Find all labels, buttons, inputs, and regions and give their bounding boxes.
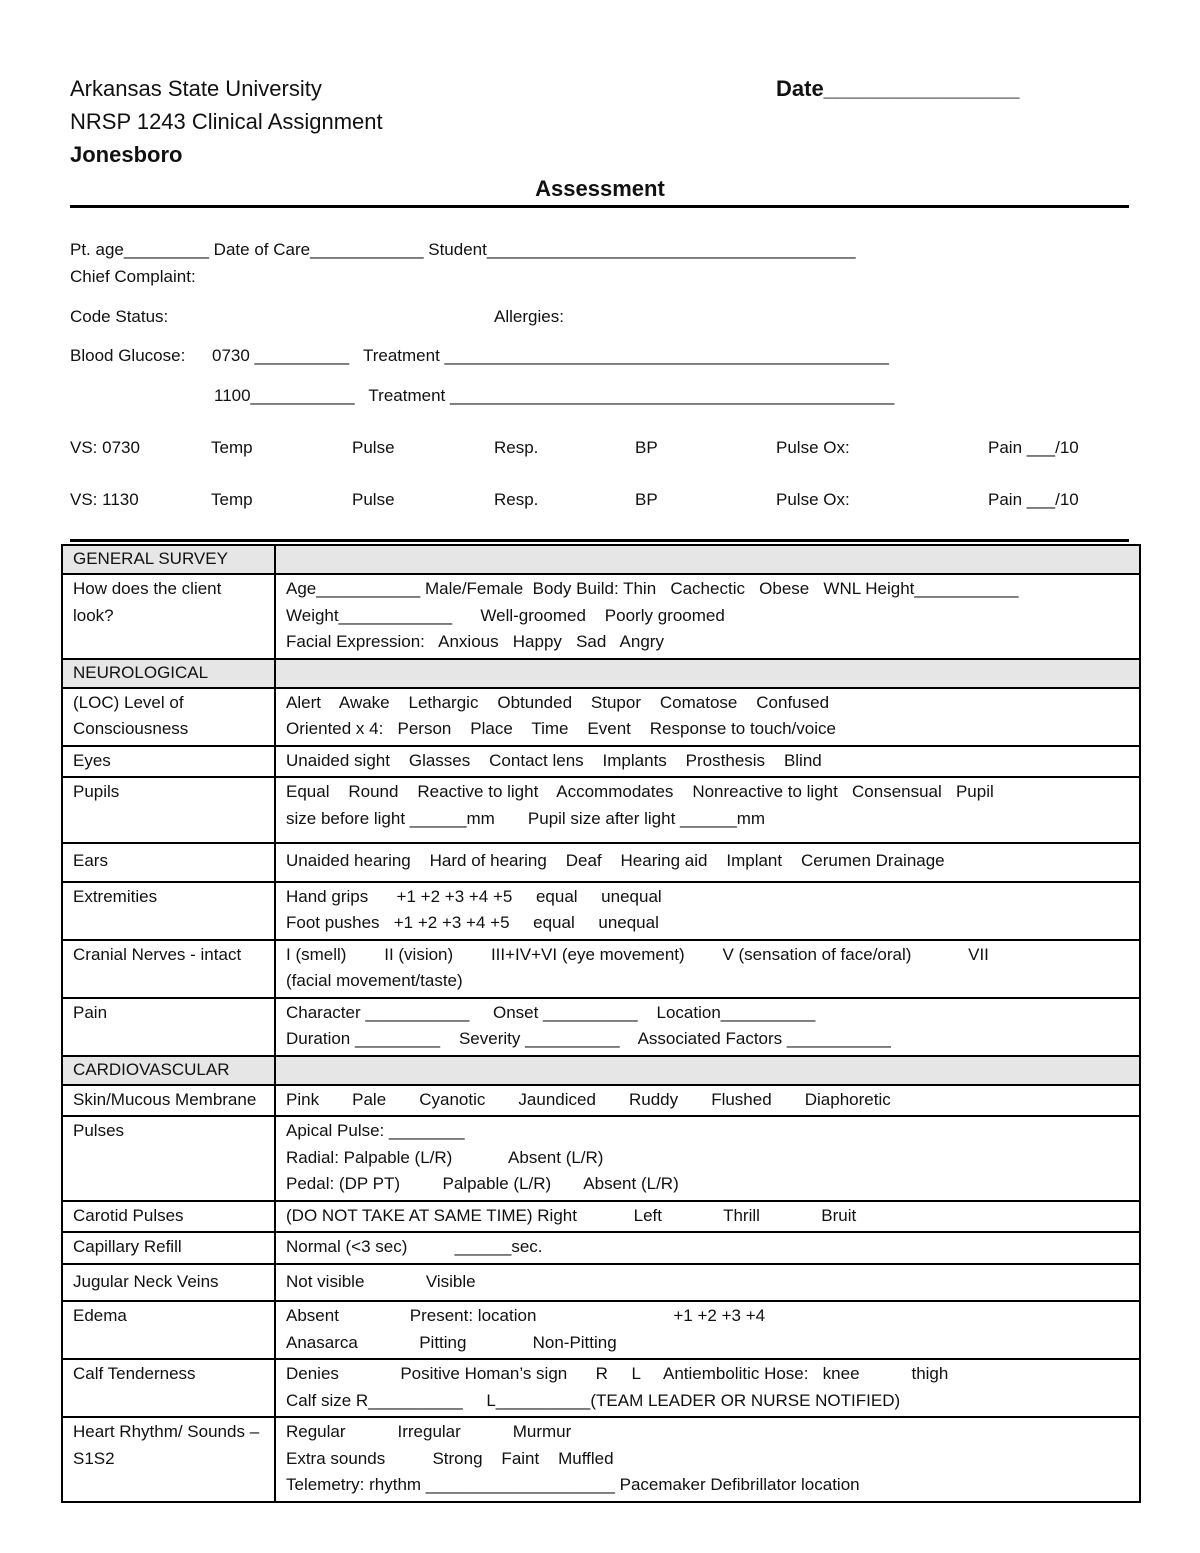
table-row — [62, 1264, 1140, 1302]
title-rule — [70, 205, 1129, 208]
assessment-table — [61, 544, 1141, 1503]
section-label: CARDIOVASCULAR — [62, 1056, 275, 1085]
option-line[interactable]: Unaided sight Glasses Contact lens Implants Prosthesis Blind — [286, 750, 822, 770]
option-line[interactable]: Radial: Palpable (L/R) Absent (L/R) — [286, 1147, 604, 1167]
section-spacer — [275, 545, 1140, 574]
allergies-label: Allergies: — [494, 307, 564, 326]
option-line[interactable]: Extra sounds Strong Faint Muffled — [286, 1448, 614, 1468]
row-options[interactable] — [275, 1417, 1140, 1502]
vitals-pain-field[interactable]: Pain ___/10 — [988, 490, 1079, 509]
vitals-time-label: VS: 1130 — [70, 490, 139, 509]
table-row — [62, 1417, 1140, 1502]
row-label: Pain — [62, 998, 275, 1056]
vitals-time-label: VS: 0730 — [70, 438, 140, 457]
table-row — [62, 688, 1140, 746]
table-row — [62, 882, 1140, 940]
vitals-pulse-label: Pulse — [352, 490, 395, 509]
row-options[interactable] — [275, 574, 1140, 659]
table-row — [62, 843, 1140, 882]
section-rule — [70, 539, 1129, 542]
vitals-pulse-ox-label: Pulse Ox: — [776, 438, 850, 457]
option-line[interactable]: Calf size R__________ L__________(TEAM LEADER OR NURSE NOTIFIED) — [286, 1390, 901, 1410]
row-label: Eyes — [62, 746, 275, 778]
row-label: Ears — [62, 843, 275, 882]
option-line[interactable]: Duration _________ Severity __________ Associated Factors ___________ — [286, 1029, 891, 1048]
option-line[interactable]: (DO NOT TAKE AT SAME TIME) Right Left Thrill Bruit — [286, 1205, 857, 1225]
option-line[interactable]: Foot pushes +1 +2 +3 +4 +5 equal unequal — [286, 913, 659, 932]
blood-glucose-1100[interactable]: 1100___________ Treatment _______________________________________________ — [214, 386, 895, 405]
option-line[interactable]: Equal Round Reactive to light Accommodates Nonreactive to light Consensual Pupil — [286, 782, 994, 801]
vitals-pulse-ox-label: Pulse Ox: — [776, 490, 850, 509]
row-options[interactable] — [275, 1232, 1140, 1264]
row-options[interactable] — [275, 882, 1140, 940]
option-line[interactable]: Not visible Visible — [286, 1271, 476, 1291]
option-line[interactable]: size before light ______mm Pupil size after light ______mm — [286, 808, 766, 828]
row-label: Skin/Mucous Membrane — [62, 1085, 275, 1117]
date-field[interactable]: Date________________ — [776, 76, 1020, 101]
course-name: NRSP 1243 Clinical Assignment — [70, 109, 383, 134]
row-options[interactable] — [275, 777, 1140, 843]
row-label: Edema — [62, 1301, 275, 1359]
row-label: Pulses — [62, 1116, 275, 1201]
code-status-label: Code Status: — [70, 307, 169, 326]
page-title: Assessment — [535, 176, 665, 201]
row-label: Pupils — [62, 777, 275, 843]
row-options[interactable] — [275, 1116, 1140, 1201]
row-label: Extremities — [62, 882, 275, 940]
table-row — [62, 1232, 1140, 1264]
table-row — [62, 574, 1140, 659]
section-header-general-survey — [62, 545, 1140, 574]
option-line[interactable]: Denies Positive Homan’s sign R L Antiembolitic Hose: knee thigh — [286, 1364, 949, 1383]
table-row — [62, 1201, 1140, 1233]
row-options[interactable] — [275, 1359, 1140, 1417]
chief-complaint-label: Chief Complaint: — [70, 267, 196, 286]
table-row — [62, 746, 1140, 778]
option-line[interactable]: Telemetry: rhythm ____________________ Pacemaker Defibrillator location — [286, 1475, 860, 1494]
row-label: Cranial Nerves - intact — [62, 940, 275, 998]
row-options[interactable] — [275, 1085, 1140, 1117]
section-header-cardiovascular — [62, 1056, 1140, 1085]
option-line[interactable]: I (smell) II (vision) III+IV+VI (eye movement) V (sensation of face/oral) VII — [286, 944, 989, 964]
blood-glucose-0730[interactable]: 0730 __________ Treatment _______________________________________________ — [212, 346, 889, 365]
option-line[interactable]: Character ___________ Onset __________ Location__________ — [286, 1002, 816, 1022]
vitals-temp-label: Temp — [211, 438, 253, 457]
table-row — [62, 940, 1140, 998]
row-options[interactable] — [275, 688, 1140, 746]
option-line[interactable]: Unaided hearing Hard of hearing Deaf Hearing aid Implant Cerumen Drainage — [286, 851, 945, 870]
table-row — [62, 1116, 1140, 1201]
vitals-pain-field[interactable]: Pain ___/10 — [988, 438, 1079, 457]
section-label: GENERAL SURVEY — [62, 545, 275, 574]
patient-info-row[interactable]: Pt. age_________ Date of Care____________ Student_______________________________________ — [70, 240, 856, 259]
option-line[interactable]: Pink Pale Cyanotic Jaundiced Ruddy Flushed Diaphoretic — [286, 1089, 891, 1109]
vitals-temp-label: Temp — [211, 490, 253, 509]
row-options[interactable] — [275, 1264, 1140, 1302]
blood-glucose-label: Blood Glucose: — [70, 346, 186, 365]
option-line[interactable]: (facial movement/taste) — [286, 971, 463, 990]
section-spacer — [275, 1056, 1140, 1085]
row-options[interactable] — [275, 1201, 1140, 1233]
option-line[interactable]: Normal (<3 sec) ______sec. — [286, 1237, 543, 1256]
option-line[interactable]: Absent Present: location +1 +2 +3 +4 — [286, 1306, 766, 1325]
row-options[interactable] — [275, 1301, 1140, 1359]
row-label: Jugular Neck Veins — [62, 1264, 275, 1302]
row-label: Calf Tenderness — [62, 1359, 275, 1417]
row-label: How does the client look? — [62, 574, 275, 659]
option-line[interactable]: Weight____________ Well-groomed Poorly groomed — [286, 605, 725, 625]
section-label: NEUROLOGICAL — [62, 659, 275, 688]
vitals-bp-label: BP — [635, 438, 658, 457]
section-spacer — [275, 659, 1140, 688]
option-line[interactable]: Pedal: (DP PT) Palpable (L/R) Absent (L/R) — [286, 1174, 679, 1193]
option-line[interactable]: Regular Irregular Murmur — [286, 1422, 572, 1441]
vitals-pulse-label: Pulse — [352, 438, 395, 457]
table-row — [62, 1359, 1140, 1417]
campus-name: Jonesboro — [70, 142, 183, 167]
table-row — [62, 1301, 1140, 1359]
table-row — [62, 1085, 1140, 1117]
option-line[interactable]: Apical Pulse: ________ — [286, 1121, 465, 1140]
row-label: Carotid Pulses — [62, 1201, 275, 1233]
table-row — [62, 777, 1140, 843]
option-line[interactable]: Alert Awake Lethargic Obtunded Stupor Comatose Confused — [286, 692, 830, 712]
option-line[interactable]: Anasarca Pitting Non-Pitting — [286, 1332, 617, 1352]
row-label: (LOC) Level of Consciousness — [62, 688, 275, 746]
option-line[interactable]: Age___________ Male/Female Body Build: Thin Cachectic Obese WNL Height___________ — [286, 579, 1019, 598]
option-line[interactable]: Facial Expression: Anxious Happy Sad Angry — [286, 632, 664, 651]
vitals-bp-label: BP — [635, 490, 658, 509]
option-line[interactable]: Hand grips +1 +2 +3 +4 +5 equal unequal — [286, 886, 662, 906]
table-row — [62, 998, 1140, 1056]
university-name: Arkansas State University — [70, 76, 322, 101]
vitals-resp-label: Resp. — [494, 490, 539, 509]
row-options[interactable] — [275, 843, 1140, 882]
row-options[interactable] — [275, 998, 1140, 1056]
row-label: Capillary Refill — [62, 1232, 275, 1264]
section-header-neurological — [62, 659, 1140, 688]
row-options[interactable] — [275, 940, 1140, 998]
option-line[interactable]: Oriented x 4: Person Place Time Event Response to touch/voice — [286, 719, 836, 738]
vitals-resp-label: Resp. — [494, 438, 539, 457]
row-label: Heart Rhythm/ Sounds – S1S2 — [62, 1417, 275, 1502]
row-options[interactable] — [275, 746, 1140, 778]
